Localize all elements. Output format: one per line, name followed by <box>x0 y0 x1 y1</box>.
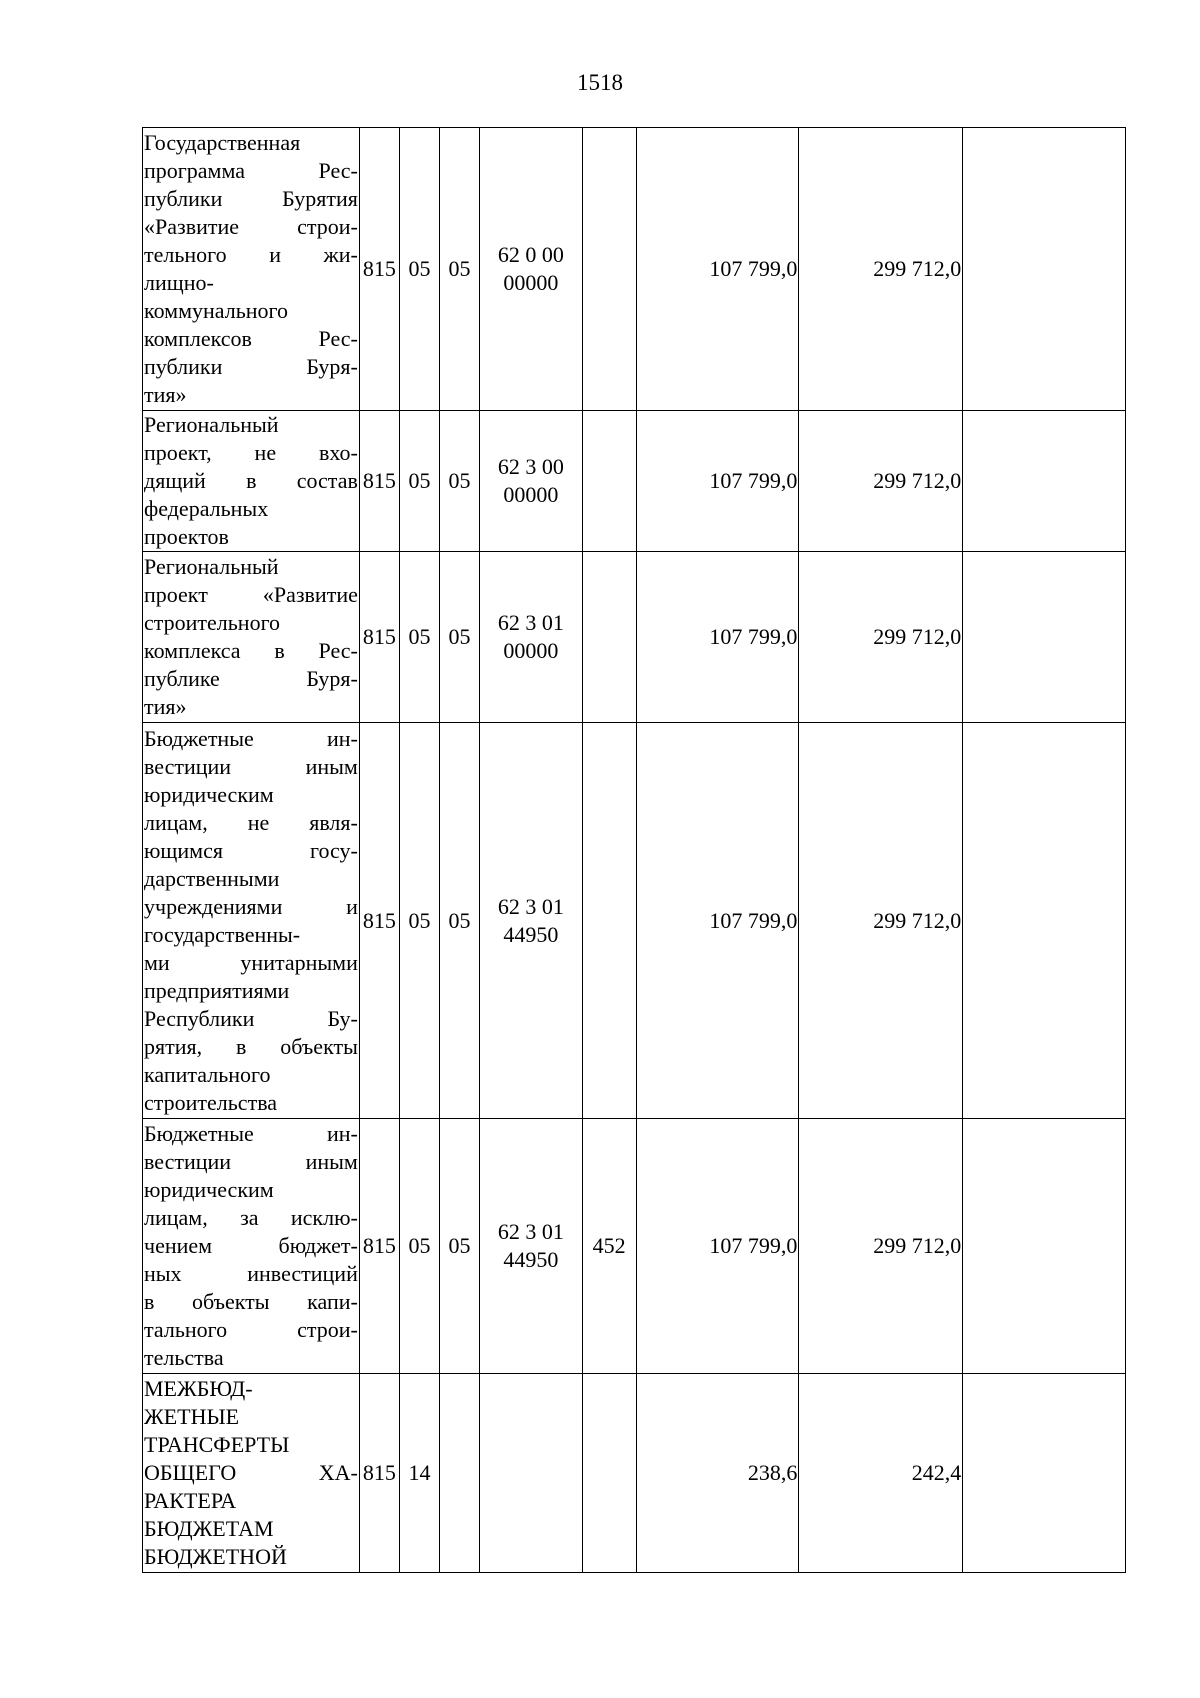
row-name-line: тельства <box>144 1345 224 1370</box>
row-csr-cell <box>480 411 583 552</box>
row-name-line: рятия, в объекты <box>144 1033 358 1059</box>
row-sum3-cell <box>963 128 1126 411</box>
row-pr-cell: 05 <box>439 552 479 723</box>
table-row <box>143 1374 1126 1573</box>
table-row <box>143 411 1126 552</box>
row-name-line: вестиции иным <box>144 1149 358 1174</box>
row-csr-line: 00000 <box>503 270 559 295</box>
row-sum1-cell: 107 799,0 <box>636 723 799 1119</box>
row-csr-cell <box>480 128 583 411</box>
row-name-line: тельного и жи- <box>144 242 358 267</box>
row-name-line: лицам, не явля- <box>144 809 358 835</box>
row-name-line: строительства <box>144 1089 278 1115</box>
row-name-cell <box>143 1374 360 1573</box>
row-vr-cell <box>582 411 636 552</box>
row-name-line: БЮДЖЕТАМ <box>144 1516 274 1541</box>
row-name-line: проект «Развитие <box>144 582 358 607</box>
budget-table <box>142 127 1126 1573</box>
row-sum3-cell <box>963 411 1126 552</box>
row-sum2-cell: 299 712,0 <box>799 128 963 411</box>
row-name-line: Региональный <box>144 412 279 437</box>
row-name-line: Региональный <box>144 554 279 579</box>
row-sum1-cell: 107 799,0 <box>636 552 799 723</box>
row-name-line: ЖЕТНЫЕ <box>144 1404 240 1429</box>
row-name-line: вестиции иным <box>144 753 358 779</box>
row-name-line: предприятиями <box>144 977 290 1003</box>
row-csr-cell <box>480 1374 583 1573</box>
row-csr-line: 44950 <box>503 1247 559 1272</box>
table-row <box>143 552 1126 723</box>
row-name-line: Бюджетные ин- <box>144 725 358 751</box>
row-rz-cell: 05 <box>399 723 439 1119</box>
row-name-line: ОБЩЕГО ХА- <box>144 1460 358 1485</box>
row-name-line: ных инвестиций <box>144 1261 358 1286</box>
row-sum1-cell: 107 799,0 <box>636 128 799 411</box>
row-name-line: комплекса в Рес- <box>144 638 358 663</box>
row-gr-cell: 815 <box>359 128 399 411</box>
row-name-line: Государственная <box>144 130 301 155</box>
row-name-line: ТРАНСФЕРТЫ <box>144 1432 290 1457</box>
row-sum3-cell <box>963 1119 1126 1374</box>
row-sum2-cell: 299 712,0 <box>799 1119 963 1374</box>
row-csr-cell <box>480 1119 583 1374</box>
row-sum3-cell <box>963 1374 1126 1573</box>
row-sum1-cell: 107 799,0 <box>636 411 799 552</box>
row-pr-cell: 05 <box>439 411 479 552</box>
row-rz-cell: 05 <box>399 552 439 723</box>
row-vr-cell: 452 <box>582 1119 636 1374</box>
row-gr-cell: 815 <box>359 723 399 1119</box>
row-csr-cell <box>480 723 583 1119</box>
row-name-line: проект, не вхо- <box>144 440 358 465</box>
row-rz-cell: 05 <box>399 1119 439 1374</box>
row-name-line: лищно- <box>144 270 214 295</box>
row-name-cell <box>143 128 360 411</box>
table-body <box>143 128 1126 1573</box>
row-name-line: государственны- <box>144 921 301 947</box>
row-name-cell <box>143 411 360 552</box>
row-rz-cell: 05 <box>399 411 439 552</box>
row-rz-cell: 05 <box>399 128 439 411</box>
table-row <box>143 723 1126 1119</box>
table-row <box>143 128 1126 411</box>
row-name-line: капитального <box>144 1061 271 1087</box>
row-name-line: дящий в состав <box>144 468 358 493</box>
row-name-line: в объекты капи- <box>144 1289 358 1314</box>
row-name-line: программа Рес- <box>144 158 358 183</box>
row-name-line: строительного <box>144 610 281 635</box>
row-name-line: публики Бурятия <box>144 186 358 211</box>
row-name-cell <box>143 723 360 1119</box>
row-pr-cell: 05 <box>439 723 479 1119</box>
row-name-line: учреждениями и <box>144 893 358 919</box>
row-name-cell <box>143 552 360 723</box>
row-csr-line: 44950 <box>503 921 559 947</box>
page-number: 1518 <box>577 70 623 95</box>
row-sum3-cell <box>963 552 1126 723</box>
row-pr-cell <box>439 1374 479 1573</box>
row-sum1-cell: 238,6 <box>636 1374 799 1573</box>
row-vr-cell <box>582 552 636 723</box>
row-sum3-cell <box>963 723 1126 1119</box>
row-name-line: Бюджетные ин- <box>144 1121 358 1146</box>
row-name-line: комплексов Рес- <box>144 326 358 351</box>
row-csr-line: 62 0 00 <box>497 242 564 267</box>
row-name-line: юридическим <box>144 1177 274 1202</box>
row-sum2-cell: 299 712,0 <box>799 411 963 552</box>
row-csr-line: 00000 <box>503 638 559 663</box>
row-csr-cell <box>480 552 583 723</box>
row-vr-cell <box>582 723 636 1119</box>
row-name-line: публике Буря- <box>144 666 358 691</box>
row-gr-cell: 815 <box>359 1119 399 1374</box>
row-csr-line: 62 3 01 <box>497 610 564 635</box>
row-vr-cell <box>582 1374 636 1573</box>
row-name-line: тия» <box>144 694 187 719</box>
row-name-line: МЕЖБЮД- <box>144 1376 253 1401</box>
row-csr-line: 00000 <box>503 482 559 507</box>
row-rz-cell: 14 <box>399 1374 439 1573</box>
row-name-line: ющимся госу- <box>144 837 358 863</box>
row-name-line: юридическим <box>144 781 274 807</box>
row-name-line: лицам, за исклю- <box>144 1205 358 1230</box>
row-name-line: тального строи- <box>144 1317 358 1342</box>
row-name-line: федеральных <box>144 496 269 521</box>
row-pr-cell: 05 <box>439 1119 479 1374</box>
row-name-line: Республики Бу- <box>144 1005 358 1031</box>
row-name-line: «Развитие строи- <box>144 214 358 239</box>
row-sum2-cell: 299 712,0 <box>799 552 963 723</box>
row-vr-cell <box>582 128 636 411</box>
row-gr-cell: 815 <box>359 552 399 723</box>
row-csr-line: 62 3 01 <box>497 1219 564 1244</box>
row-name-cell <box>143 1119 360 1374</box>
row-pr-cell: 05 <box>439 128 479 411</box>
row-name-line: дарственными <box>144 865 280 891</box>
row-csr-line: 62 3 00 <box>497 454 564 479</box>
row-csr-line: 62 3 01 <box>497 893 564 919</box>
row-name-line: коммунального <box>144 298 288 323</box>
row-sum2-cell: 242,4 <box>799 1374 963 1573</box>
row-gr-cell: 815 <box>359 1374 399 1573</box>
row-sum1-cell: 107 799,0 <box>636 1119 799 1374</box>
row-name-line: публики Буря- <box>144 354 358 379</box>
row-name-line: проектов <box>144 524 229 549</box>
row-gr-cell: 815 <box>359 411 399 552</box>
row-name-line: чением бюджет- <box>144 1233 358 1258</box>
table-row <box>143 1119 1126 1374</box>
row-name-line: РАКТЕРА <box>144 1488 237 1513</box>
row-name-line: тия» <box>144 382 187 407</box>
row-sum2-cell: 299 712,0 <box>799 723 963 1119</box>
row-name-line: ми унитарными <box>144 949 358 975</box>
row-name-line: БЮДЖЕТНОЙ <box>144 1544 287 1569</box>
